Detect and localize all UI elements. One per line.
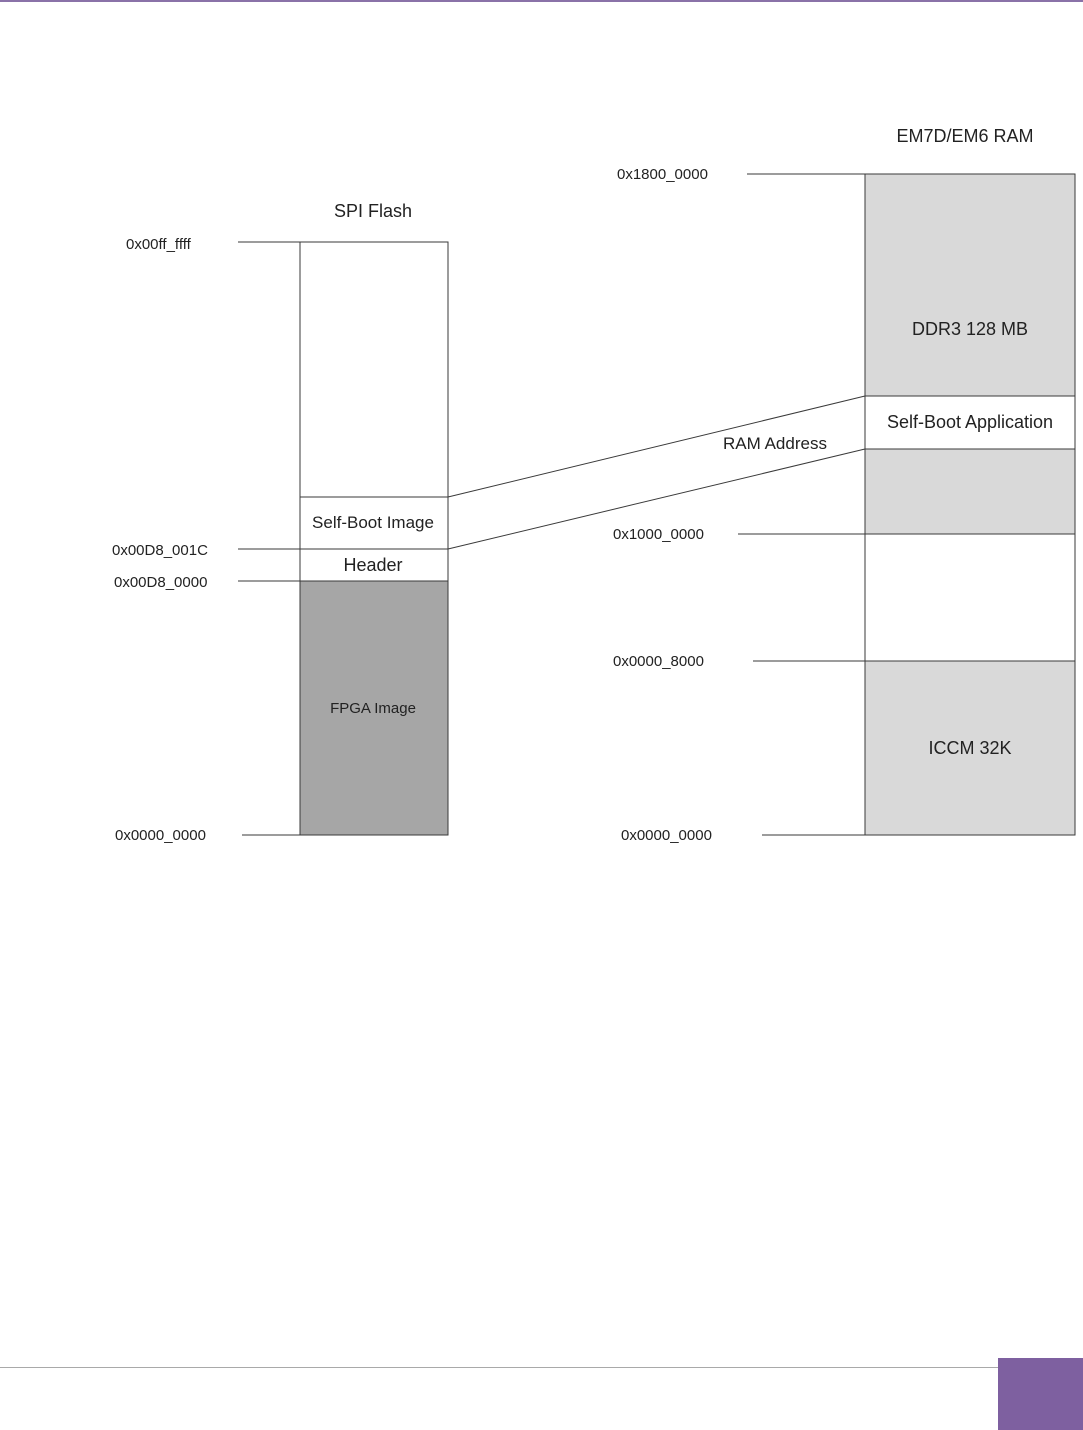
- page-corner-tab: [998, 1358, 1083, 1430]
- flash-header-end-address: 0x00D8_001C: [112, 542, 208, 559]
- fpga-image-label: FPGA Image: [330, 700, 416, 717]
- ram-iccm-end-address: 0x0000_8000: [613, 653, 704, 670]
- header-label: Header: [343, 555, 403, 575]
- ram-top-address: 0x1800_0000: [617, 166, 708, 183]
- ddr3-label: DDR3 128 MB: [911, 319, 1029, 339]
- flash-top-address: 0x00ff_ffff: [126, 236, 191, 253]
- footer-rule: [0, 1367, 998, 1368]
- ram-ddr-start-address: 0x1000_0000: [613, 526, 704, 543]
- ram-ddr3-lower-region: [865, 449, 1075, 534]
- iccm-label: ICCM 32K: [928, 738, 1012, 758]
- ram-ddr3-region: [865, 174, 1075, 396]
- ram-bottom-address: 0x0000_0000: [621, 827, 712, 844]
- self-boot-image-label: Self-Boot Image: [312, 513, 434, 532]
- ram-title: EM7D/EM6 RAM: [896, 126, 1034, 146]
- spi-flash-title: SPI Flash: [333, 201, 413, 221]
- flash-header-start-address: 0x00D8_0000: [114, 574, 208, 591]
- flash-empty-region: [300, 242, 448, 497]
- flash-bottom-address: 0x0000_0000: [115, 827, 206, 844]
- ram-empty-region: [865, 534, 1075, 661]
- ram-address-label: RAM Address: [723, 434, 827, 453]
- self-boot-application-label: Self-Boot Application: [886, 412, 1054, 432]
